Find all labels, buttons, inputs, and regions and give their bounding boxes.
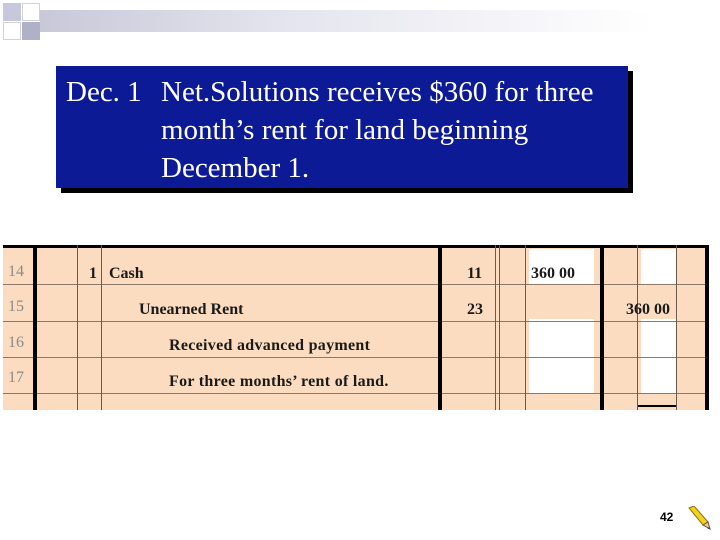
journal-table — [3, 245, 709, 410]
decor-square — [22, 22, 40, 40]
debit-cell-empty — [529, 319, 594, 393]
entry-day: 1 — [89, 265, 97, 282]
page-number: 42 — [660, 510, 674, 524]
row-number: 15 — [8, 298, 24, 315]
col-divider — [33, 245, 37, 410]
header-stripe — [40, 10, 720, 32]
col-divider — [101, 245, 102, 410]
title-line-2: month’s rent for land beginning — [161, 114, 529, 146]
col-divider — [77, 245, 78, 410]
entry-ref: 23 — [467, 301, 483, 318]
row-number: 14 — [8, 263, 24, 280]
credit-underline — [637, 405, 677, 407]
entry-credit: 360 00 — [626, 301, 670, 318]
credit-cell-empty — [641, 319, 677, 393]
col-divider — [705, 245, 709, 410]
title-line-3: December 1. — [161, 152, 310, 184]
entry-description: Received advanced payment — [169, 337, 371, 354]
credit-cell-empty — [641, 249, 677, 284]
col-divider — [499, 245, 500, 410]
row-number: 17 — [8, 369, 24, 386]
row-number: 16 — [8, 334, 24, 351]
entry-account: Unearned Rent — [139, 301, 244, 318]
pencil-icon — [686, 506, 712, 530]
col-divider — [676, 245, 677, 410]
title-line-1: Net.Solutions receives $360 for three — [161, 76, 594, 108]
title-date: Dec. 1 — [66, 76, 142, 108]
col-divider — [525, 245, 526, 410]
entry-description: For three months’ rent of land. — [169, 373, 389, 390]
entry-account: Cash — [109, 265, 144, 282]
col-divider — [600, 245, 604, 410]
decor-square — [3, 22, 21, 40]
decor-square — [22, 3, 40, 21]
col-divider — [495, 245, 496, 410]
col-divider — [438, 245, 442, 410]
entry-ref: 11 — [467, 265, 483, 282]
decor-square — [3, 3, 21, 21]
title-box — [56, 66, 628, 188]
col-divider — [637, 245, 638, 410]
entry-debit: 360 00 — [531, 265, 575, 282]
